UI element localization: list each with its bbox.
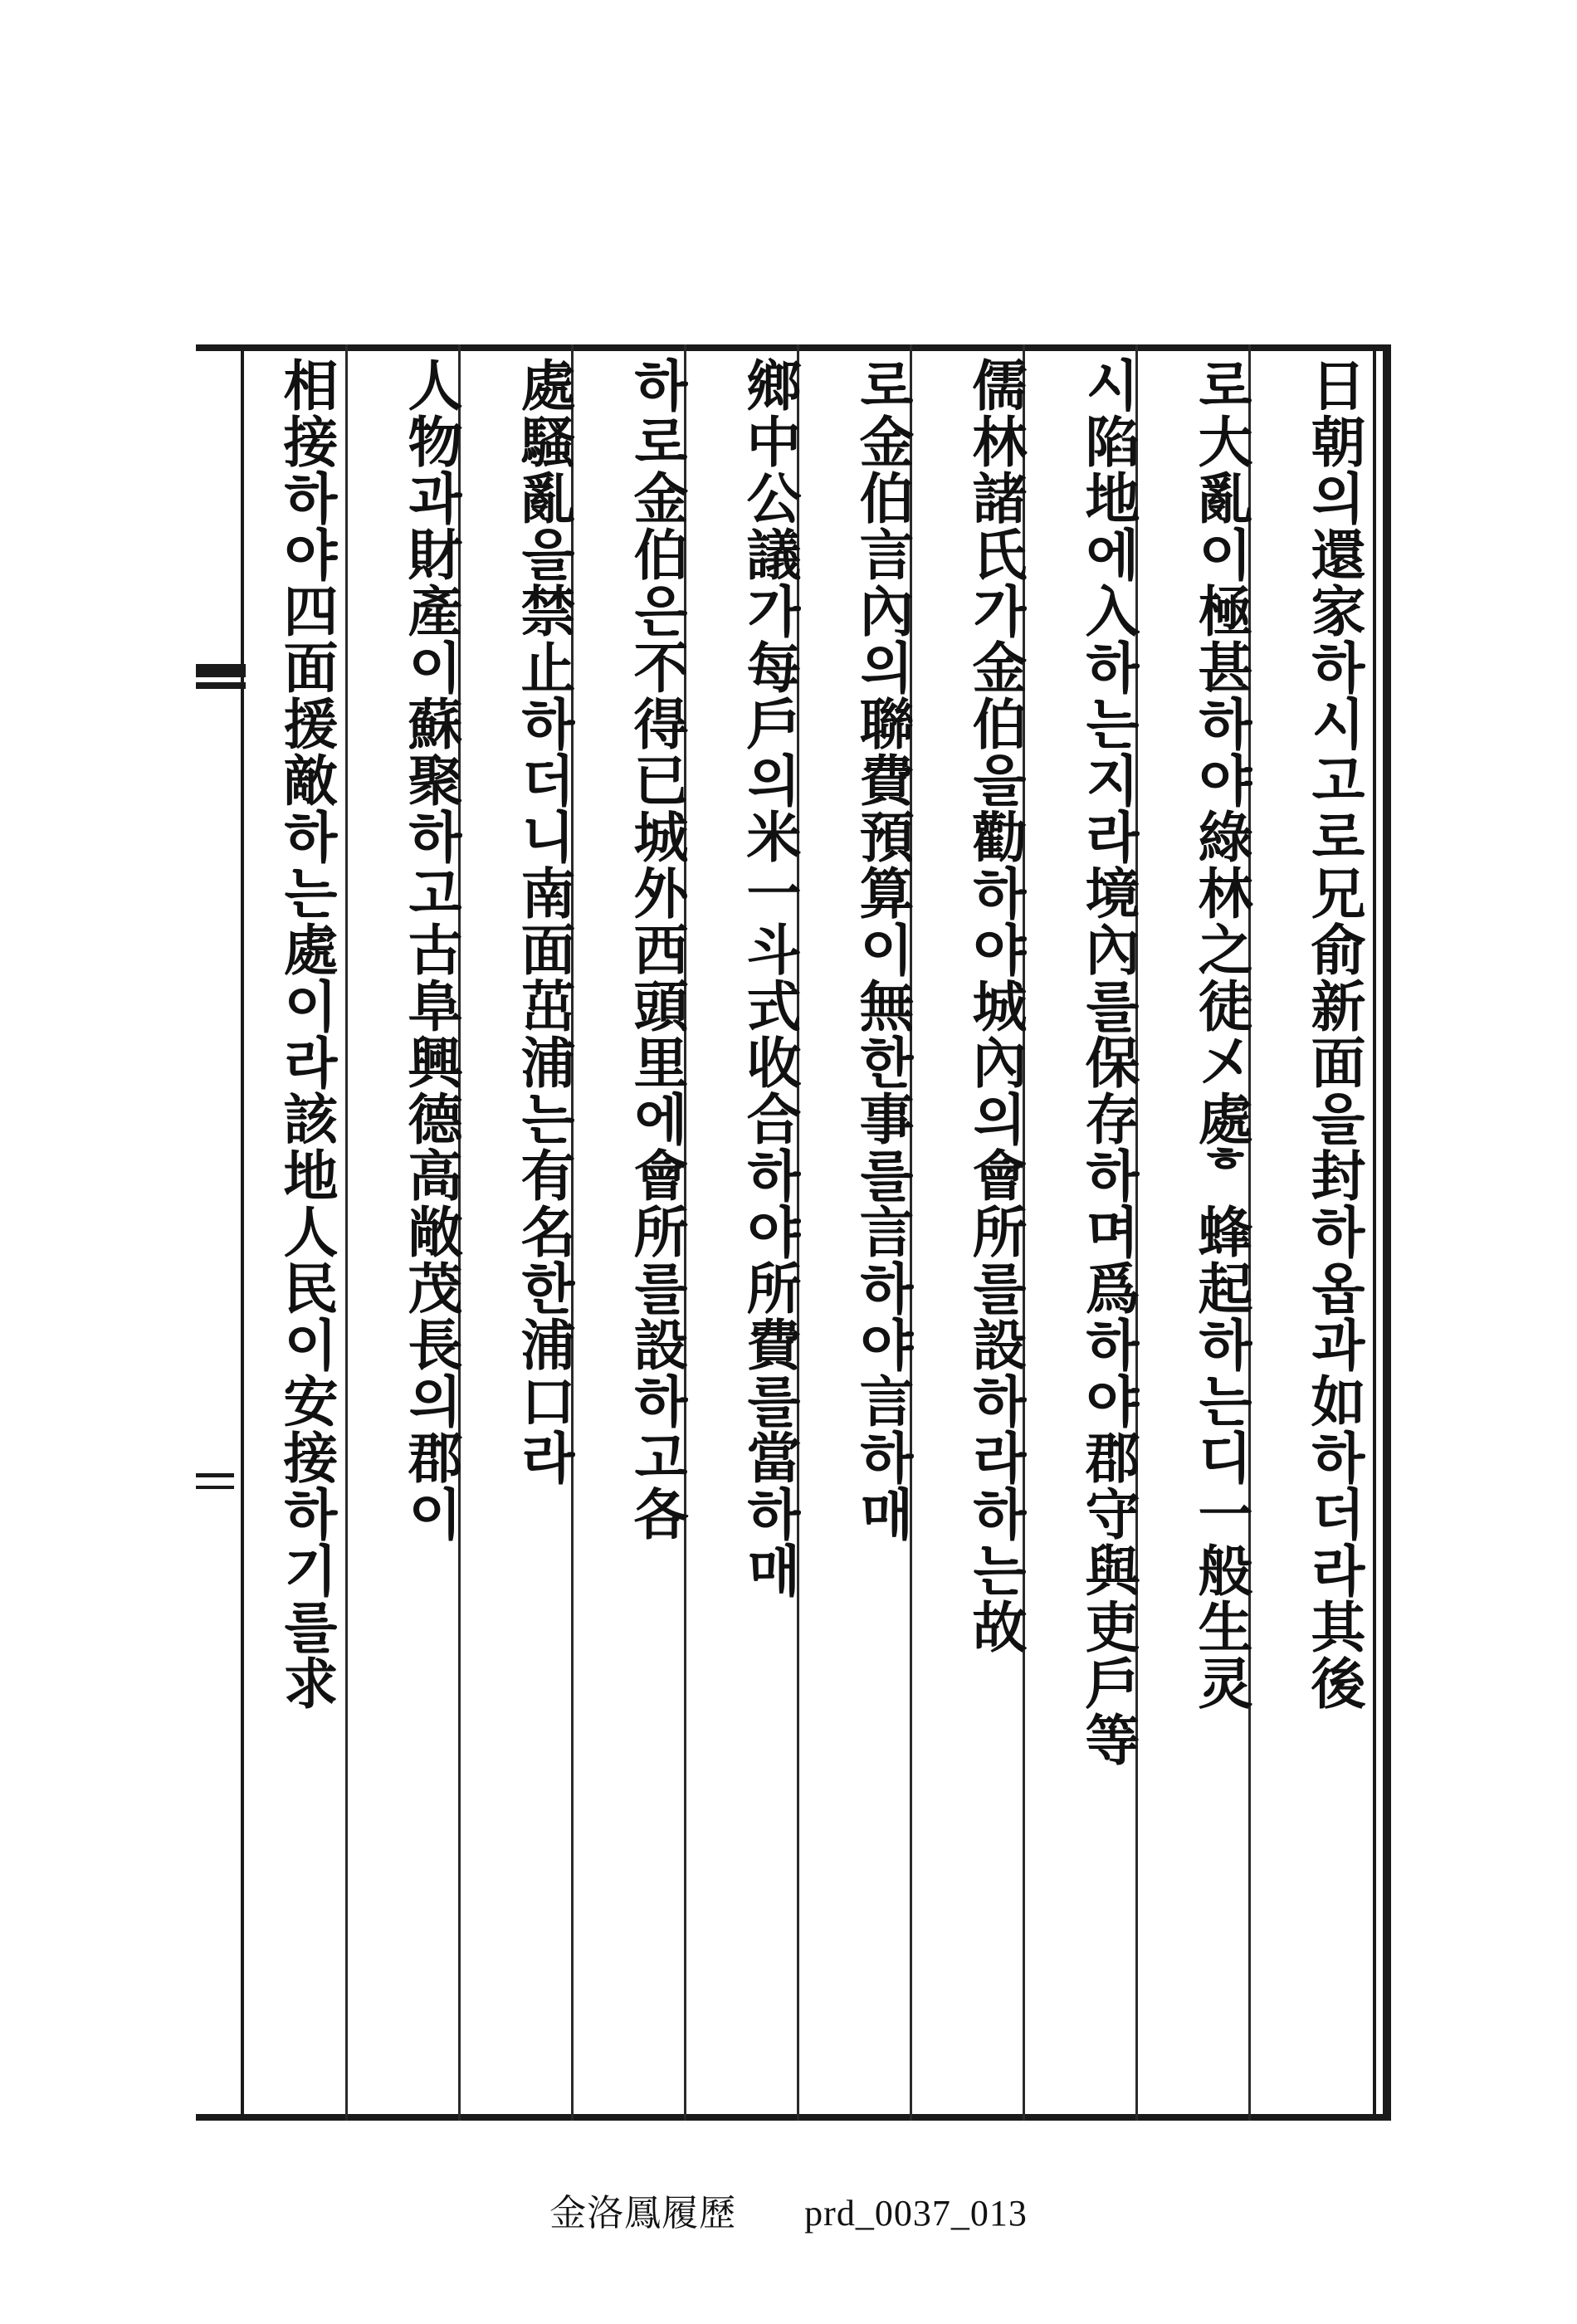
text-column-4: 儒林諸氏가金伯을勸하야城內의會所를設하라하는故 — [963, 357, 1028, 1655]
caption-id: prd_0037_013 — [804, 2193, 1028, 2234]
text-column-5: 로金伯言內의聯費預算이無한事를言하야言하매 — [850, 357, 915, 1542]
frame-right-rule — [1383, 344, 1391, 2121]
text-column-2: 로大亂이極甚하야綠林之徒㐅處ᄒ蜂起하는디一般生灵 — [1189, 357, 1253, 1711]
text-column-3: 시陷地에入하는지라境內를保存하며爲하야郡守與吏戶等 — [1076, 357, 1140, 1768]
text-column-10: 相接하야四面援敵하는處이라該地人民이安接하기를求 — [274, 357, 339, 1711]
text-column-8: 處騷亂을禁止하더니南面茁浦는有名한浦口라 — [511, 357, 576, 1486]
text-column-9: 人物과財產이蘇聚하고古阜興德高敞茂長의郡이 — [398, 357, 463, 1542]
page-caption — [0, 2183, 1577, 2236]
frame-bottom-rule — [196, 2114, 1391, 2121]
text-column-6: 鄉中公議가每戶의米一斗式收合하야所費를當하매 — [737, 357, 802, 1599]
caption-title: 金洛鳳履歷 — [549, 2193, 737, 2234]
frame-top-rule — [196, 344, 1391, 351]
text-column-1: 日朝의還家하시고로兄俞新面을封하옵과如하더라其後 — [1301, 357, 1366, 1711]
text-column-7: 하로金伯은不得已城外西頭里에會所를設하고各 — [624, 357, 689, 1542]
handwritten-text-columns — [196, 357, 1366, 2108]
